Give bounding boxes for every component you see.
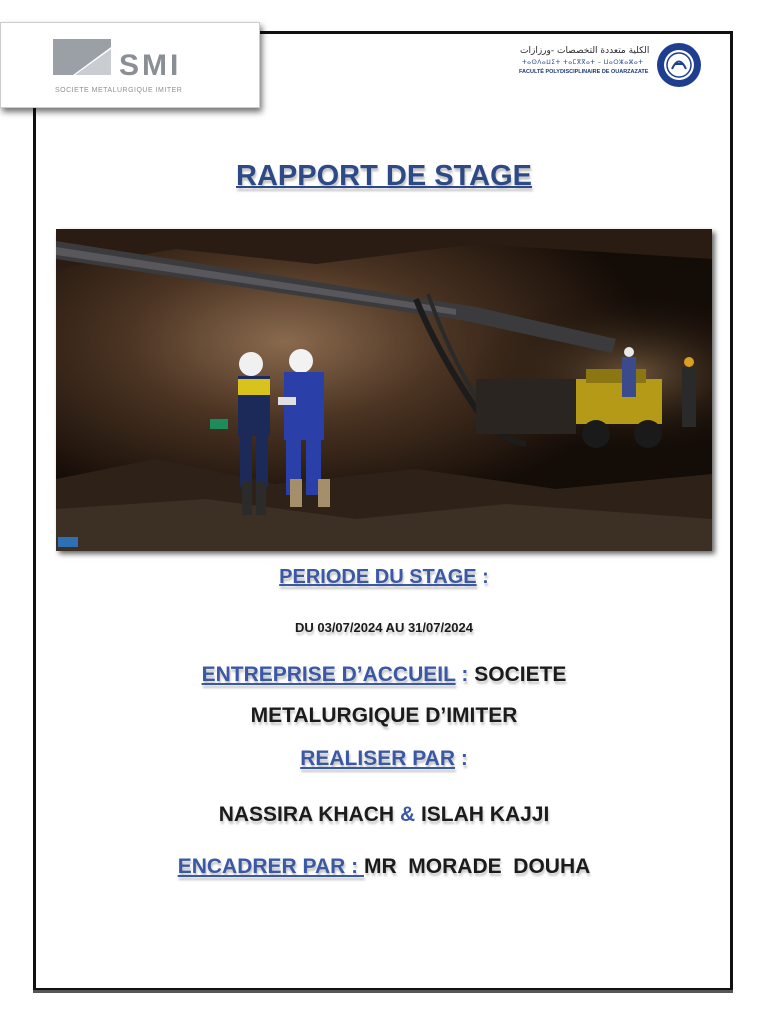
supervisor-line xyxy=(0,855,768,879)
faculty-name-tifinagh: ⵜⴰⵙⴷⴰⵡⵉⵜ ⵜⴰⵎⴳⴳⴰⵜ – ⵡⴰⵔⵣⴰⵣⴰⵜ xyxy=(522,59,644,66)
faculty-name-arabic: الكلية متعددة التخصصات -ورزازات xyxy=(520,46,650,56)
company-value-2: METALURGIQUE D’IMITER xyxy=(250,704,518,727)
company-label: ENTREPRISE D’ACCUEIL xyxy=(201,663,456,686)
students-ampersand: & xyxy=(399,803,416,826)
university-emblem-icon xyxy=(650,42,708,88)
realised-by-label: REALISER PAR xyxy=(300,747,455,770)
period-value: DU 03/07/2024 AU 31/07/2024 xyxy=(294,620,474,635)
page-border-bottom xyxy=(33,990,733,993)
report-title: RAPPORT DE STAGE xyxy=(236,160,532,192)
student-2: ISLAH KAJJI xyxy=(420,803,550,826)
company-logo-letters: SMI xyxy=(119,49,182,82)
mine-photo xyxy=(56,229,712,551)
company-separator: : xyxy=(455,663,475,686)
company-line xyxy=(0,663,768,687)
students-line xyxy=(0,803,768,827)
period-label: PERIODE DU STAGE xyxy=(279,566,477,588)
supervisor-label: ENCADRER PAR : xyxy=(177,855,364,878)
period-line xyxy=(0,566,768,589)
faculty-name-french: FACULTÉ POLYDISCIPLINAIRE DE OUARZAZATE xyxy=(519,69,649,75)
company-logo-subtitle: SOCIETE METALURGIQUE IMITER xyxy=(55,87,183,94)
student-1: NASSIRA KHACH xyxy=(218,803,395,826)
realised-by-separator: : xyxy=(454,747,468,770)
company-logo xyxy=(0,22,260,108)
smi-mark-icon xyxy=(53,39,111,79)
company-value-1: SOCIETE xyxy=(474,663,567,686)
supervisor-value: MR MORADE DOUHA xyxy=(363,855,591,878)
realised-by-line xyxy=(0,747,768,771)
period-separator: : xyxy=(476,566,489,588)
company-line-2 xyxy=(0,704,768,728)
period-value-line xyxy=(0,620,768,635)
